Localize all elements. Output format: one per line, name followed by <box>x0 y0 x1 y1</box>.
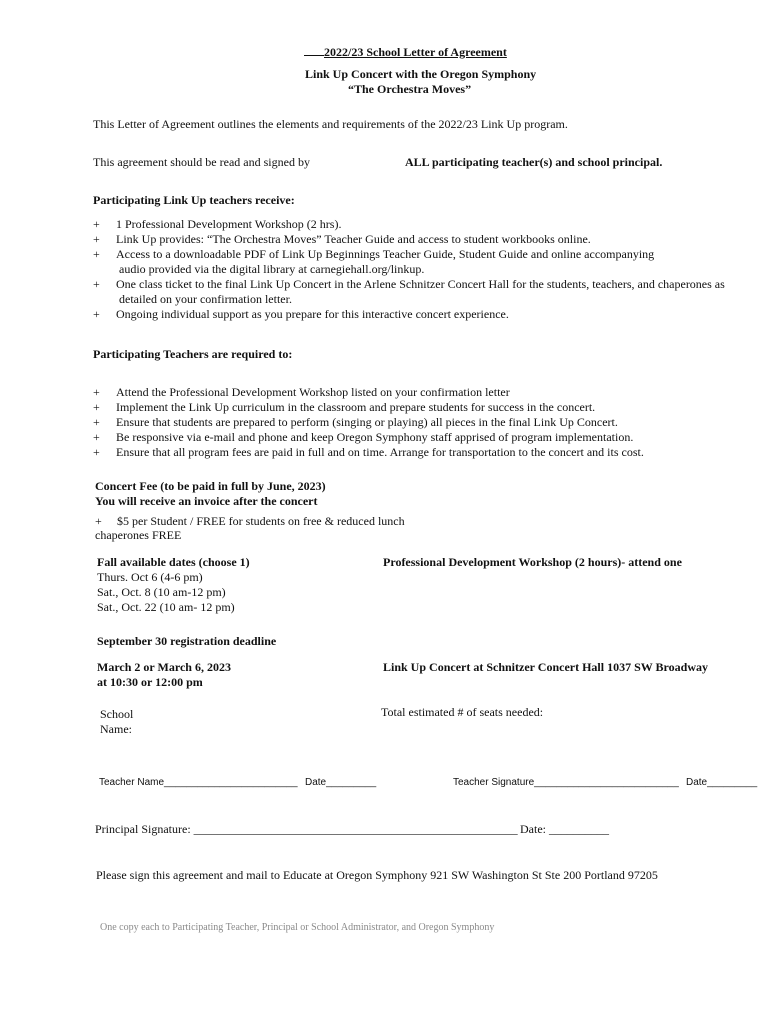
bullet: + <box>93 307 100 321</box>
list-item: + Access to a downloadable PDF of Link Up Beginnings Teacher Guide, Student Guide and online accompanying <box>93 247 655 261</box>
school-name-label: Name: <box>100 722 132 736</box>
receive-heading: Participating Link Up teachers receive: <box>93 193 295 207</box>
intro-text: This Letter of Agreement outlines the elements and requirements of the 2022/23 Link Up program. <box>93 117 568 131</box>
mail-instructions: Please sign this agreement and mail to Educate at Oregon Symphony 921 SW Washington St Ste 200 Portland 97205 <box>96 868 658 882</box>
bullet: + <box>93 445 100 459</box>
registration-deadline: September 30 registration deadline <box>97 634 277 648</box>
fee-item: + $5 per Student / FREE for students on free & reduced lunch <box>95 514 405 528</box>
list-item: + One class ticket to the final Link Up Concert in the Arlene Schnitzer Concert Hall for the students, teachers, and chaperones as <box>93 277 725 291</box>
required-heading: Participating Teachers are required to: <box>93 347 293 361</box>
fall-date-option: Sat., Oct. 8 (10 am-12 pm) <box>97 585 226 599</box>
list-item: + Ensure that all program fees are paid in full and on time. Arrange for transportation to the concert and its cost. <box>93 445 644 459</box>
bullet: + <box>93 400 100 414</box>
march-times: at 10:30 or 12:00 pm <box>97 675 203 689</box>
principal-signature-field[interactable]: Principal Signature: ______________________________________________________ <box>95 822 518 836</box>
concert-heading: Link Up Concert at Schnitzer Concert Hall 1037 SW Broadway <box>383 660 709 674</box>
list-item-continuation: audio provided via the digital library at carnegiehall.org/linkup. <box>119 262 425 276</box>
pd-workshop-heading: Professional Development Workshop (2 hours)- attend one <box>383 555 682 569</box>
page-title: 2022/23 School Letter of Agreement <box>304 44 507 60</box>
footer-note: One copy each to Participating Teacher, Principal or School Administrator, and Oregon Symphony <box>100 922 495 933</box>
bullet: + <box>95 514 102 528</box>
list-item: + Attend the Professional Development Workshop listed on your confirmation letter <box>93 385 510 399</box>
list-item: + Ensure that students are prepared to perform (singing or playing) all pieces in the final Link Up Concert. <box>93 415 618 429</box>
bullet: + <box>93 415 100 429</box>
fee-heading: Concert Fee (to be paid in full by June, 2023) <box>95 479 326 493</box>
signed-by-parties: ALL participating teacher(s) and school principal. <box>405 155 663 169</box>
fall-date-option: Sat., Oct. 22 (10 am- 12 pm) <box>97 600 235 614</box>
bullet: + <box>93 430 100 444</box>
teacher-date-field[interactable]: Date_________ <box>305 777 377 788</box>
list-item: + Be responsive via e-mail and phone and keep Oregon Symphony staff apprised of program implementation. <box>93 430 634 444</box>
signed-by-lead: This agreement should be read and signed by <box>93 155 310 169</box>
list-item: + Implement the Link Up curriculum in the classroom and prepare students for success in the concert. <box>93 400 596 414</box>
list-item: + 1 Professional Development Workshop (2 hrs). <box>93 217 342 231</box>
bullet: + <box>93 217 100 231</box>
list-item-continuation: detailed on your confirmation letter. <box>119 292 292 306</box>
bullet: + <box>93 247 100 261</box>
bullet: + <box>93 385 100 399</box>
fall-date-option: Thurs. Oct 6 (4-6 pm) <box>97 570 203 584</box>
teacher-signature-date-field[interactable]: Date_________ <box>686 777 758 788</box>
principal-date-field[interactable]: Date: __________ <box>520 822 609 836</box>
bullet: + <box>93 232 100 246</box>
seats-label: Total estimated # of seats needed: <box>381 705 544 719</box>
school-label: School <box>100 707 134 721</box>
teacher-name-field[interactable]: Teacher Name________________________ <box>99 777 298 788</box>
march-dates: March 2 or March 6, 2023 <box>97 660 231 674</box>
teacher-signature-field[interactable]: Teacher Signature__________________________ <box>453 777 679 788</box>
subtitle-program: “The Orchestra Moves” <box>348 82 472 96</box>
invoice-note: You will receive an invoice after the concert <box>95 494 318 508</box>
list-item: + Link Up provides: “The Orchestra Moves” Teacher Guide and access to student workbooks online. <box>93 232 591 246</box>
list-item: + Ongoing individual support as you prepare for this interactive concert experience. <box>93 307 509 321</box>
fee-chaperones: chaperones FREE <box>95 528 182 542</box>
fall-dates-heading: Fall available dates (choose 1) <box>97 555 250 569</box>
subtitle-concert: Link Up Concert with the Oregon Symphony <box>305 67 537 81</box>
bullet: + <box>93 277 100 291</box>
